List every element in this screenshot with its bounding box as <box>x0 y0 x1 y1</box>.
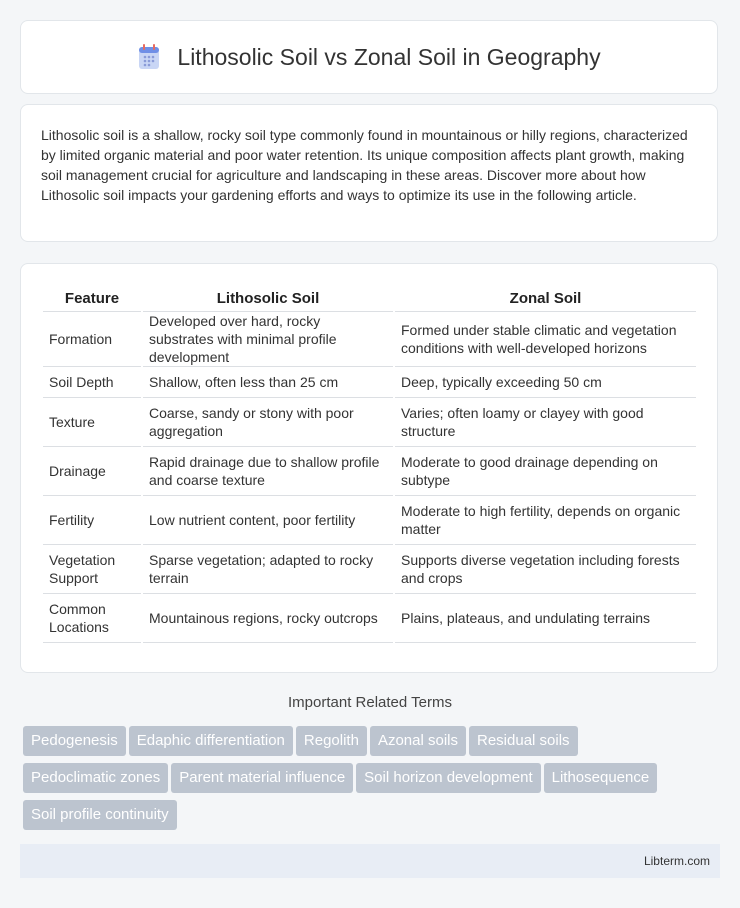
intro-card <box>20 104 718 242</box>
column-header: Lithosolic Soil <box>143 285 393 312</box>
table-row <box>43 398 696 447</box>
table-row <box>43 594 696 643</box>
column-header: Zonal Soil <box>395 285 696 312</box>
table-cell: Texture <box>43 398 141 447</box>
table-cell: Moderate to good drainage depending on subtype <box>395 447 696 496</box>
table-cell: Shallow, often less than 25 cm <box>143 367 393 398</box>
term-tag[interactable]: Parent material influence <box>171 763 353 793</box>
footer-link[interactable]: Libterm.com <box>643 854 710 868</box>
document-icon <box>137 44 161 70</box>
intro-text: Lithosolic soil is a shallow, rocky soil type commonly found in mountainous or hilly regions, characterized by limited organic material and poor water retention. Its unique composition affects plant growth, making soil management crucial for agriculture and landscaping in these areas. Discover more about how Lithosolic soil impacts your gardening efforts and ways to optimize its use in the following article. <box>41 127 688 203</box>
table-cell: Varies; often loamy or clayey with good structure <box>395 398 696 447</box>
footer <box>20 844 720 878</box>
table-cell: Drainage <box>43 447 141 496</box>
table-cell: Mountainous regions, rocky outcrops <box>143 594 393 643</box>
table-row <box>43 312 696 367</box>
table-cell: Fertility <box>43 496 141 545</box>
term-tag[interactable]: Regolith <box>296 726 367 756</box>
comparison-table <box>41 285 698 643</box>
table-row <box>43 496 696 545</box>
table-cell: Plains, plateaus, and undulating terrains <box>395 594 696 643</box>
table-header-row <box>43 285 696 312</box>
comparison-table-card <box>20 263 718 673</box>
term-tag[interactable]: Soil profile continuity <box>23 800 177 830</box>
related-terms-title: Important Related Terms <box>288 694 452 711</box>
table-cell: Supports diverse vegetation including forests and crops <box>395 545 696 594</box>
term-tag[interactable]: Pedogenesis <box>23 726 126 756</box>
term-tag[interactable]: Edaphic differentiation <box>129 726 293 756</box>
table-row <box>43 367 696 398</box>
table-cell: Sparse vegetation; adapted to rocky terrain <box>143 545 393 594</box>
term-tag[interactable]: Azonal soils <box>370 726 466 756</box>
related-terms-list <box>23 726 723 837</box>
table-cell: Soil Depth <box>43 367 141 398</box>
table-cell: Formation <box>43 312 141 367</box>
term-tag[interactable]: Pedoclimatic zones <box>23 763 168 793</box>
table-cell: Formed under stable climatic and vegetation conditions with well-developed horizons <box>395 312 696 367</box>
term-tag[interactable]: Soil horizon development <box>356 763 540 793</box>
table-cell: Low nutrient content, poor fertility <box>143 496 393 545</box>
table-cell: Deep, typically exceeding 50 cm <box>395 367 696 398</box>
table-cell: Moderate to high fertility, depends on organic matter <box>395 496 696 545</box>
column-header: Feature <box>43 285 141 312</box>
term-tag[interactable]: Residual soils <box>469 726 578 756</box>
table-cell: Common Locations <box>43 594 141 643</box>
table-cell: Coarse, sandy or stony with poor aggregation <box>143 398 393 447</box>
table-row <box>43 545 696 594</box>
page-title: Lithosolic Soil vs Zonal Soil in Geography <box>177 43 601 70</box>
table-row <box>43 447 696 496</box>
table-cell: Developed over hard, rocky substrates with minimal profile development <box>143 312 393 367</box>
table-cell: Vegetation Support <box>43 545 141 594</box>
header-card <box>20 20 718 94</box>
term-tag[interactable]: Lithosequence <box>544 763 658 793</box>
table-cell: Rapid drainage due to shallow profile and coarse texture <box>143 447 393 496</box>
